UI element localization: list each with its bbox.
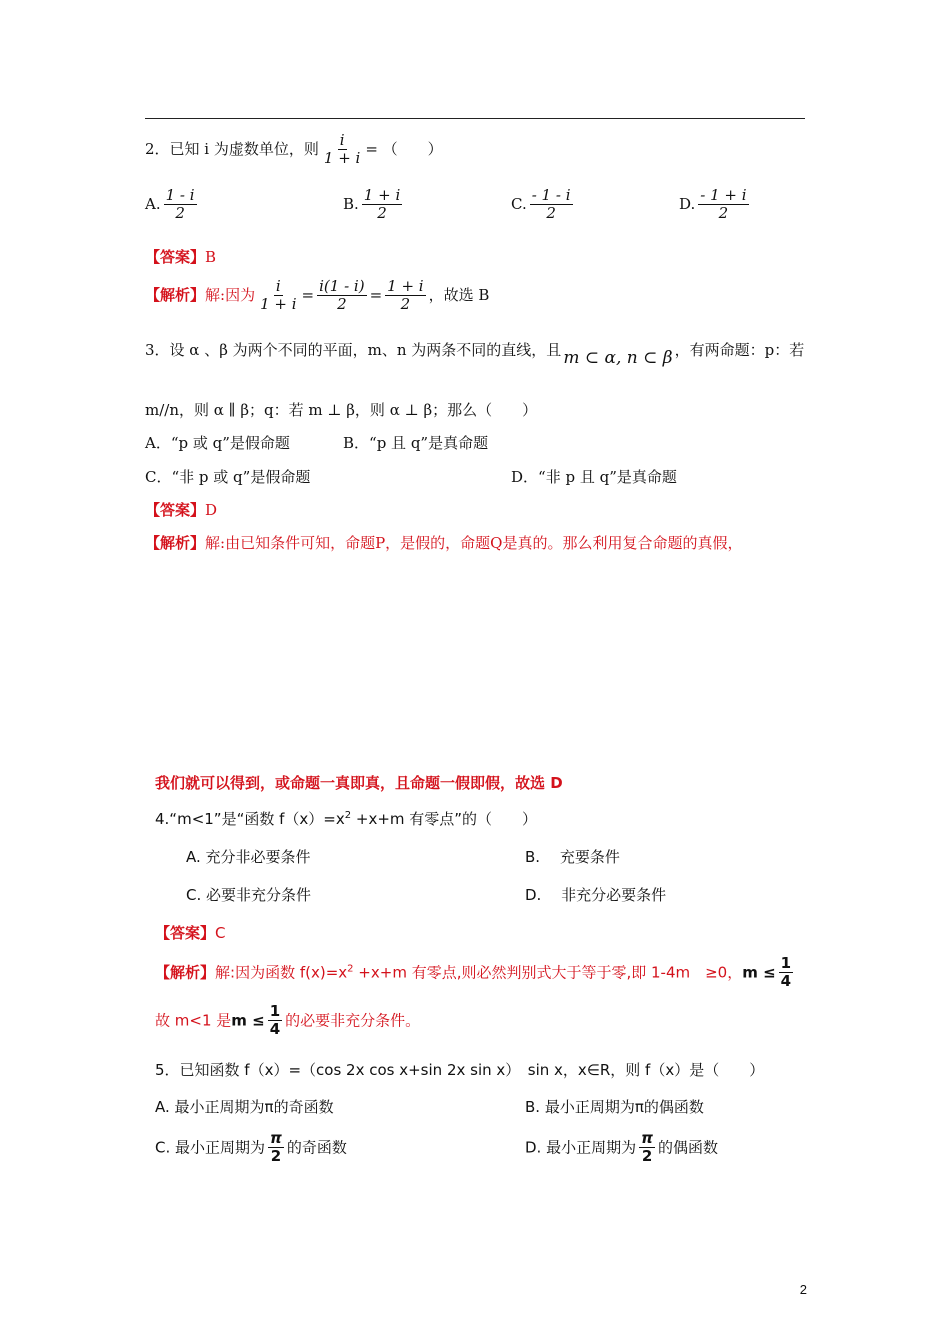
- q5-option-c-end: 的奇函数: [286, 1138, 347, 1157]
- q2-option-a-den: 2: [175, 204, 185, 223]
- q2-analysis-eq2: =: [369, 285, 383, 304]
- q2-analysis-frac2-den: 2: [337, 295, 347, 314]
- q2-option-a: [145, 187, 200, 223]
- q4-answer: [155, 922, 226, 943]
- q2-analysis-tag: 【解析】: [145, 285, 206, 304]
- q2-analysis-prefix: 解:因为: [205, 285, 256, 304]
- q4-option-b: B. 充要条件: [525, 848, 620, 866]
- q4-analysis-line2-end: 的必要非充分条件。: [285, 1011, 421, 1030]
- q5-option-d-pre: D. 最小正周期为: [525, 1138, 637, 1157]
- q2-answer: [145, 246, 216, 267]
- q2-stem-frac-num: i: [339, 131, 345, 149]
- q4-option-a: A. 充分非必要条件: [186, 848, 311, 866]
- q4-analysis-line2-quarter-den: 4: [269, 1020, 281, 1039]
- q2-option-b-letter: B.: [343, 194, 359, 213]
- q3-analysis-tag: 【解析】: [145, 534, 206, 552]
- q2-stem-frac-den: 1 + i: [323, 149, 361, 168]
- q2-option-c-letter: C.: [511, 194, 527, 213]
- q5-option-d-num: π: [641, 1129, 653, 1147]
- q4-stem-end: +x+m 有零点”的（ ）: [351, 810, 538, 828]
- q3-analysis-line2: 我们就可以得到，或命题一真即真，且命题一假即假，故选 D: [155, 774, 563, 792]
- q2-analysis-frac3-num: 1 + i: [387, 277, 424, 295]
- q2-analysis-eq1: =: [301, 285, 315, 304]
- q2-option-c-den: 2: [546, 204, 556, 223]
- q2-analysis-suffix: ，故选 B: [428, 285, 490, 304]
- page-number: 2: [799, 1282, 807, 1297]
- q2-analysis-frac3: [385, 278, 425, 314]
- q4-analysis-line2-quarter: [268, 1003, 282, 1039]
- q2-answer-tag: 【答案】: [145, 248, 206, 266]
- header-rule: [145, 118, 805, 119]
- q2-analysis-frac1-num: i: [275, 277, 281, 295]
- q2-analysis: [145, 278, 489, 314]
- q3-analysis-line1: [145, 532, 742, 553]
- q2-option-b: [343, 187, 405, 223]
- q5-option-d-end: 的偶函数: [657, 1138, 718, 1157]
- q3-option-c: C．“非 p 或 q”是假命题: [145, 468, 311, 486]
- q2-option-d-letter: D.: [679, 194, 696, 213]
- q4-analysis-line2-m-le: m ≤: [231, 1011, 265, 1030]
- q4-analysis-line2-pre: 故 m<1 是: [155, 1011, 232, 1030]
- q3-stem-line1: [145, 339, 805, 368]
- q5-option-c-num: π: [270, 1129, 282, 1147]
- q5-stem: 5．已知函数 f（x）=（cos 2x cos x+sin 2x sin x） sin x，x∈R，则 f（x）是（ ）: [155, 1061, 765, 1079]
- q5-option-c-den: 2: [270, 1147, 282, 1166]
- q2-option-a-fraction: [164, 187, 197, 223]
- q4-option-c: C. 必要非充分条件: [186, 886, 312, 904]
- q4-analysis-line1: [155, 955, 796, 991]
- q3-stem-text: 3．设 α 、β 为两个不同的平面，m、n 为两条不同的直线，且: [145, 341, 562, 359]
- q4-analysis-line2-quarter-num: 1: [269, 1002, 281, 1020]
- q2-analysis-frac1: [258, 278, 298, 314]
- q2-analysis-frac2: [317, 278, 366, 314]
- q2-analysis-frac2-num: i(1 - i): [319, 277, 365, 295]
- q4-analysis-m-le: m ≤: [742, 963, 776, 982]
- q2-option-b-fraction: [362, 187, 402, 223]
- q2-option-b-den: 2: [377, 204, 387, 223]
- q2-option-a-num: 1 - i: [165, 186, 195, 204]
- q2-option-a-letter: A.: [145, 194, 161, 213]
- q4-analysis-sup: 2: [347, 963, 354, 975]
- q2-option-b-num: 1 + i: [363, 186, 401, 204]
- q3-option-d: D．“非 p 且 q”是真命题: [511, 468, 677, 486]
- q2-option-c-fraction: [530, 187, 573, 223]
- q3-answer: [145, 499, 217, 520]
- q2-stem: [145, 132, 443, 168]
- q5-option-b: B. 最小正周期为π的偶函数: [525, 1098, 704, 1116]
- q5-option-d-den: 2: [641, 1147, 653, 1166]
- q2-option-d-num: - 1 + i: [700, 186, 747, 204]
- q2-answer-value: B: [205, 248, 217, 266]
- q4-stem-text: 4.“m<1”是“函数 f（x）=x: [155, 810, 345, 828]
- q4-analysis-quarter: [779, 955, 793, 991]
- q3-analysis-text: 解:由已知条件可知，命题P，是假的，命题Q是真的。那么利用复合命题的真假，: [205, 534, 743, 552]
- q5-option-d-fraction: [639, 1130, 655, 1166]
- q2-analysis-frac1-den: 1 + i: [260, 295, 297, 314]
- q4-answer-value: C: [215, 924, 226, 942]
- q2-option-d-den: 2: [718, 204, 729, 223]
- q2-analysis-frac3-den: 2: [400, 295, 411, 314]
- q2-stem-fraction: [322, 132, 362, 168]
- q3-answer-value: D: [205, 501, 218, 519]
- q4-analysis-text: 解:因为函数 f(x)=x: [215, 963, 348, 982]
- q4-analysis-quarter-den: 4: [780, 972, 792, 991]
- q4-analysis-tag: 【解析】: [155, 963, 216, 982]
- q2-option-c: [511, 187, 576, 223]
- q5-option-c-pre: C. 最小正周期为: [155, 1138, 266, 1157]
- q3-stem-math: m ⊂ α, n ⊂ β: [563, 348, 673, 368]
- q2-option-c-num: - 1 - i: [531, 186, 571, 204]
- q4-analysis-quarter-num: 1: [780, 954, 792, 972]
- q3-answer-tag: 【答案】: [145, 501, 206, 519]
- q3-stem-line2: m//n，则 α ∥ β；q：若 m ⊥ β，则 α ⊥ β；那么（ ）: [145, 401, 538, 419]
- q5-option-c-fraction: [268, 1130, 284, 1166]
- q4-analysis-text-end: +x+m 有零点,则必然判别式大于等于零,即 1-4m ≥0，: [353, 963, 743, 982]
- q2-option-d-fraction: [698, 187, 748, 223]
- q4-analysis-line2: [155, 1003, 420, 1039]
- q4-stem: [155, 808, 537, 829]
- q5-option-a: A. 最小正周期为π的奇函数: [155, 1098, 334, 1116]
- q3-option-b: B．“p 且 q”是真命题: [343, 434, 489, 452]
- q3-stem-line1-end: ，有两命题：p：若: [674, 341, 805, 359]
- q4-option-d: D. 非充分必要条件: [525, 886, 667, 904]
- q2-option-d: [679, 187, 752, 223]
- q4-stem-sup: 2: [344, 810, 352, 821]
- q4-answer-tag: 【答案】: [155, 924, 216, 942]
- q2-stem-suffix: = （ ）: [365, 139, 443, 158]
- q5-option-d: [525, 1130, 718, 1166]
- q2-stem-prefix: 2．已知 i 为虚数单位，则: [145, 139, 319, 158]
- q3-option-a: A．“p 或 q”是假命题: [145, 434, 290, 452]
- q5-option-c: [155, 1130, 347, 1166]
